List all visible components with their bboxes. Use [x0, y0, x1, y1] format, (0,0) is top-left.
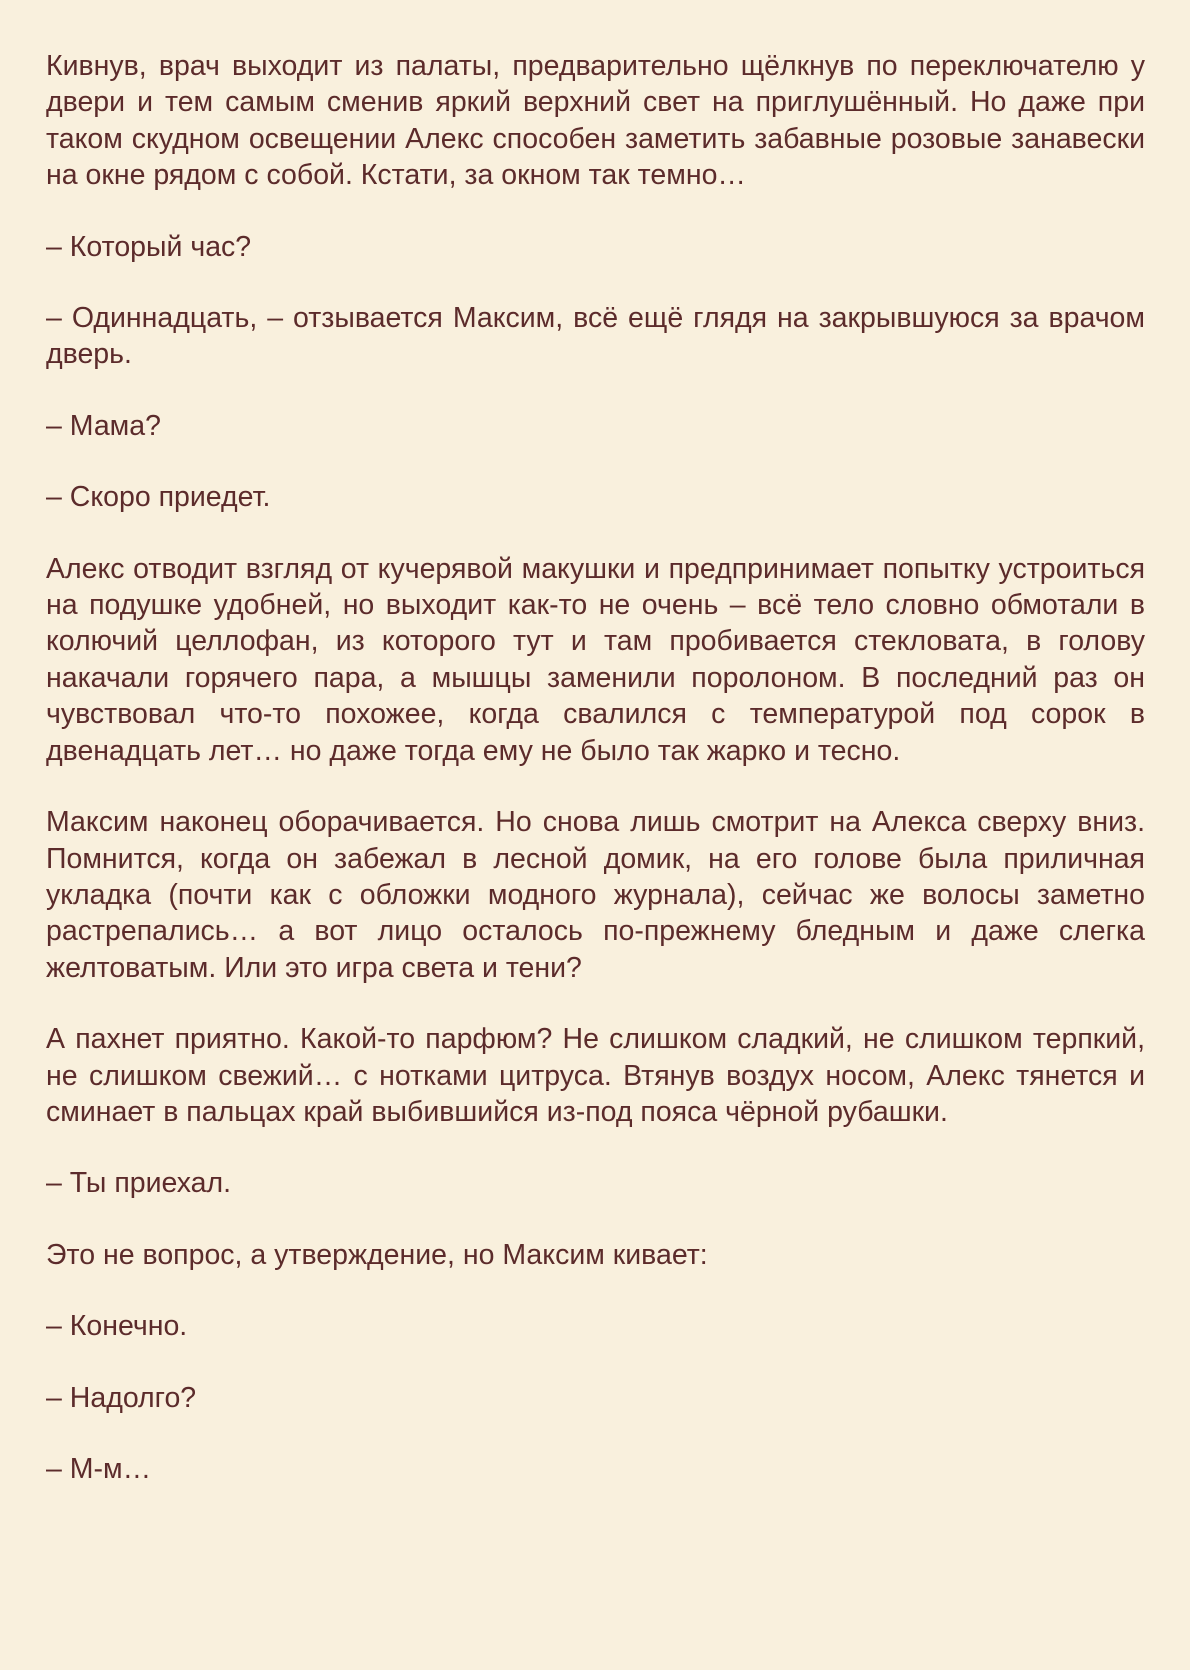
dialogue-line: – М-м… — [46, 1452, 152, 1485]
paragraph: А пахнет приятно. Какой-то парфюм? Не слишком сладкий, не слишком терпкий, не слишком свежий… с нотками цитруса. Втянув воздух носом, Алекс тянется и сминает в пальцах край выбившийся из-под пояса чёрной рубашки. — [46, 1023, 1145, 1128]
dialogue-line: – Одиннадцать, – отзывается Максим, всё ещё глядя на закрывшуюся за врачом дверь. — [46, 302, 1145, 371]
dialogue-line: – Конечно. — [46, 1310, 188, 1343]
paragraph: Кивнув, врач выходит из палаты, предварительно щёлкнув по переключателю у двери и тем самым сменив яркий верхний свет на приглушённый. Но даже при таком скудном освещении Алекс способен заметить забавные розовые занавески на окне рядом с собой. Кстати, за окном так темно… — [46, 50, 1145, 192]
dialogue-line: – Который час? — [46, 230, 252, 263]
dialogue-line: – Скоро приедет. — [46, 481, 271, 514]
paragraph: Максим наконец оборачивается. Но снова лишь смотрит на Алекса сверху вниз. Помнится, когда он забежал в лесной домик, на его голове была приличная укладка (почти как с обложки модного журнала), сейчас же волосы заметно растрепались… а вот лицо осталось по-прежнему бледным и даже слегка желтоватым. Или это игра света и тени? — [46, 806, 1145, 984]
dialogue-line: – Ты приехал. — [46, 1167, 232, 1200]
paragraph: Алекс отводит взгляд от кучерявой макушки и предпринимает попытку устроиться на подушке удобней, но выходит как-то не очень – всё тело словно обмотали в колючий целлофан, из которого тут и там пробивается стекловата, в голову накачали горячего пара, а мышцы заменили поролоном. В последний раз он чувствовал что-то похожее, когда свалился с температурой под сорок в двенадцать лет… но даже тогда ему не было так жарко и тесно. — [46, 552, 1145, 767]
dialogue-line: – Мама? — [46, 409, 161, 442]
paragraph: Это не вопрос, а утверждение, но Максим кивает: — [46, 1238, 708, 1271]
dialogue-line: – Надолго? — [46, 1381, 197, 1414]
reader-page — [46, 48, 1145, 1487]
